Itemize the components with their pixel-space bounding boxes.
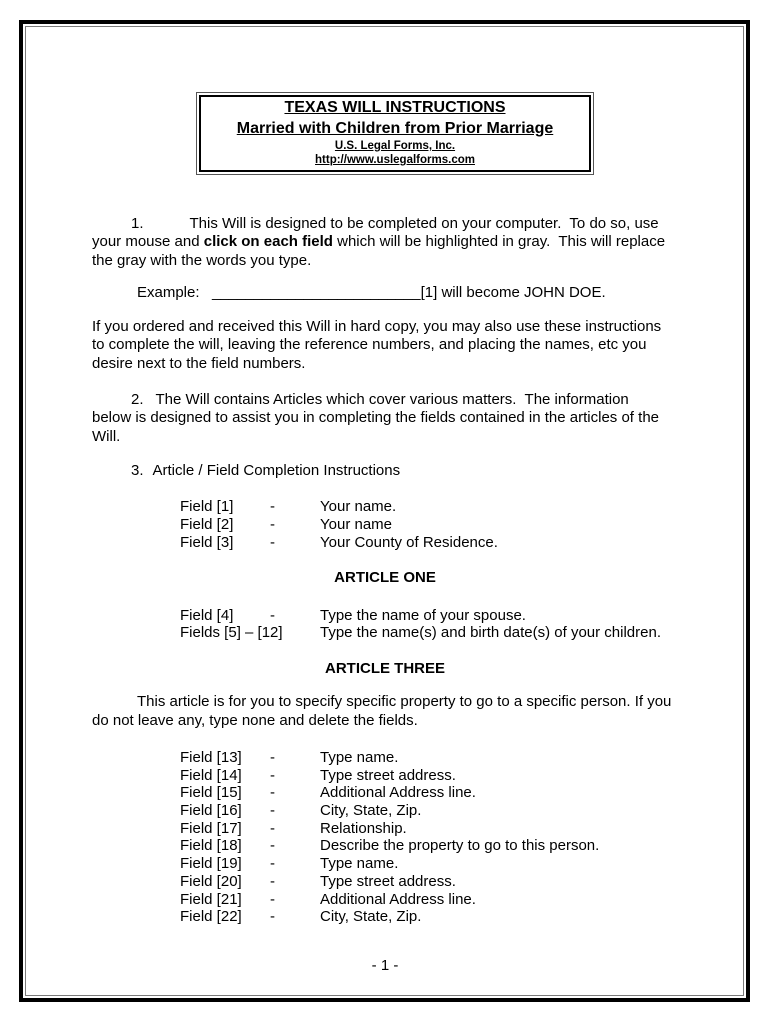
- example-result: [1] will become JOHN DOE.: [420, 283, 606, 301]
- field-list-article-one: [92, 607, 678, 642]
- field-label: Field [16]: [180, 802, 242, 820]
- item-text: The Will contains Articles which cover various matters. The information: [155, 391, 629, 409]
- field-label: Field [13]: [180, 748, 242, 766]
- text-line: to complete the will, leaving the reference numbers, and placing the names, etc you: [92, 336, 647, 354]
- field-dash: -: [270, 908, 275, 926]
- field-row: [180, 624, 678, 642]
- document-title: TEXAS WILL INSTRUCTIONS: [284, 99, 506, 116]
- field-label: Field [18]: [180, 837, 242, 855]
- page-border-inner: [25, 26, 744, 996]
- page-number: - 1 -: [371, 957, 399, 974]
- field-row: [180, 749, 678, 767]
- field-desc: Additional Address line.: [320, 784, 476, 802]
- field-desc: City, State, Zip.: [320, 908, 422, 926]
- field-list-article-three: [92, 749, 678, 926]
- text-line: desire next to the field numbers.: [92, 354, 306, 372]
- instruction-item-3: [92, 462, 678, 480]
- field-dash: -: [270, 872, 275, 890]
- text-line: below is designed to assist you in completing the fields contained in the articles of the: [92, 409, 659, 427]
- field-dash: -: [270, 515, 275, 533]
- publisher-name: U.S. Legal Forms, Inc.: [334, 140, 456, 152]
- field-desc: Your name.: [320, 498, 397, 516]
- text-line: Will.: [92, 427, 121, 445]
- text-line: [92, 391, 678, 409]
- field-row: [180, 855, 678, 873]
- field-dash: -: [270, 837, 275, 855]
- text-line: [92, 284, 678, 302]
- field-dash: -: [270, 855, 275, 873]
- field-row: [180, 607, 678, 625]
- field-dash: -: [270, 802, 275, 820]
- publisher-url: http://www.uslegalforms.com: [315, 154, 475, 166]
- field-label: Field [4]: [180, 606, 234, 624]
- field-dash: -: [270, 748, 275, 766]
- field-list-intro: [92, 498, 678, 551]
- field-desc: City, State, Zip.: [320, 802, 422, 820]
- title-box: [196, 92, 594, 175]
- field-label: Field [1]: [180, 498, 234, 516]
- item-number: 3.: [131, 461, 144, 479]
- field-row: [180, 873, 678, 891]
- field-dash: -: [270, 606, 275, 624]
- field-desc: Additional Address line.: [320, 890, 476, 908]
- field-desc: Describe the property to go to this person.: [320, 837, 600, 855]
- field-desc: Type the name(s) and birth date(s) of your children.: [320, 624, 662, 642]
- text-line: If you ordered and received this Will in hard copy, you may also use these instructions: [92, 318, 662, 336]
- field-label: Field [20]: [180, 872, 242, 890]
- item-text: This Will is designed to be completed on your computer. To do so, use: [189, 215, 659, 232]
- field-row: [180, 534, 678, 552]
- text-line: do not leave any, type none and delete the fields.: [92, 711, 418, 729]
- item-text: which will be highlighted in gray. This will replace: [332, 233, 666, 251]
- field-label: Field [15]: [180, 784, 242, 802]
- field-label: Field [3]: [180, 533, 234, 551]
- page-border-outer: [19, 20, 750, 1002]
- field-label: Field [19]: [180, 855, 242, 873]
- text-line: [92, 215, 678, 233]
- field-label: Field [22]: [180, 908, 242, 926]
- field-dash: -: [270, 890, 275, 908]
- field-label: Field [17]: [180, 819, 242, 837]
- example-blank: _________________________: [212, 283, 421, 301]
- example-label: Example:: [137, 283, 213, 301]
- item-text: This article is for you to specify specific property to go to a specific person. If you: [137, 693, 672, 711]
- field-dash: -: [270, 784, 275, 802]
- field-row: [180, 767, 678, 785]
- hardcopy-paragraph: [92, 318, 678, 373]
- text-line: [92, 233, 678, 251]
- article-three-heading: ARTICLE THREE: [325, 660, 445, 678]
- item-text-bold: click on each field: [203, 233, 333, 251]
- item-number: 1.: [131, 215, 144, 232]
- field-row: [180, 516, 678, 534]
- item-text: your mouse and: [92, 233, 204, 251]
- page-content: [26, 27, 743, 995]
- article-one-heading: ARTICLE ONE: [334, 569, 436, 587]
- field-desc: Type street address.: [320, 872, 456, 890]
- article-three-intro: [92, 693, 678, 730]
- title-box-inner: [199, 95, 591, 172]
- field-row: [180, 837, 678, 855]
- text-line: [92, 693, 678, 711]
- field-dash: -: [270, 766, 275, 784]
- field-desc: Type name.: [320, 855, 399, 873]
- field-label: Field [2]: [180, 515, 234, 533]
- field-dash: -: [270, 533, 275, 551]
- field-label: Field [14]: [180, 766, 242, 784]
- field-row: [180, 784, 678, 802]
- field-desc: Type the name of your spouse.: [320, 606, 526, 624]
- field-row: [180, 908, 678, 926]
- field-dash: -: [270, 498, 275, 516]
- field-desc: Your name: [320, 515, 392, 533]
- item-text: Article / Field Completion Instructions: [152, 461, 401, 479]
- field-desc: Type name.: [320, 748, 399, 766]
- field-row: [180, 820, 678, 838]
- field-row: [180, 498, 678, 516]
- field-dash: -: [270, 819, 275, 837]
- document-subtitle: Married with Children from Prior Marriage: [236, 120, 554, 137]
- instruction-item-1: [92, 215, 678, 270]
- field-desc: Your County of Residence.: [320, 533, 498, 551]
- field-row: [180, 891, 678, 909]
- field-label: Fields [5] – [12]: [180, 624, 283, 642]
- field-label: Field [21]: [180, 890, 242, 908]
- text-line: [92, 462, 678, 480]
- field-desc: Type street address.: [320, 766, 456, 784]
- item-number: 2.: [131, 391, 144, 409]
- text-line: the gray with the words you type.: [92, 251, 312, 269]
- field-row: [180, 802, 678, 820]
- field-desc: Relationship.: [320, 819, 407, 837]
- instruction-item-2: [92, 391, 678, 446]
- example-line: [92, 284, 678, 302]
